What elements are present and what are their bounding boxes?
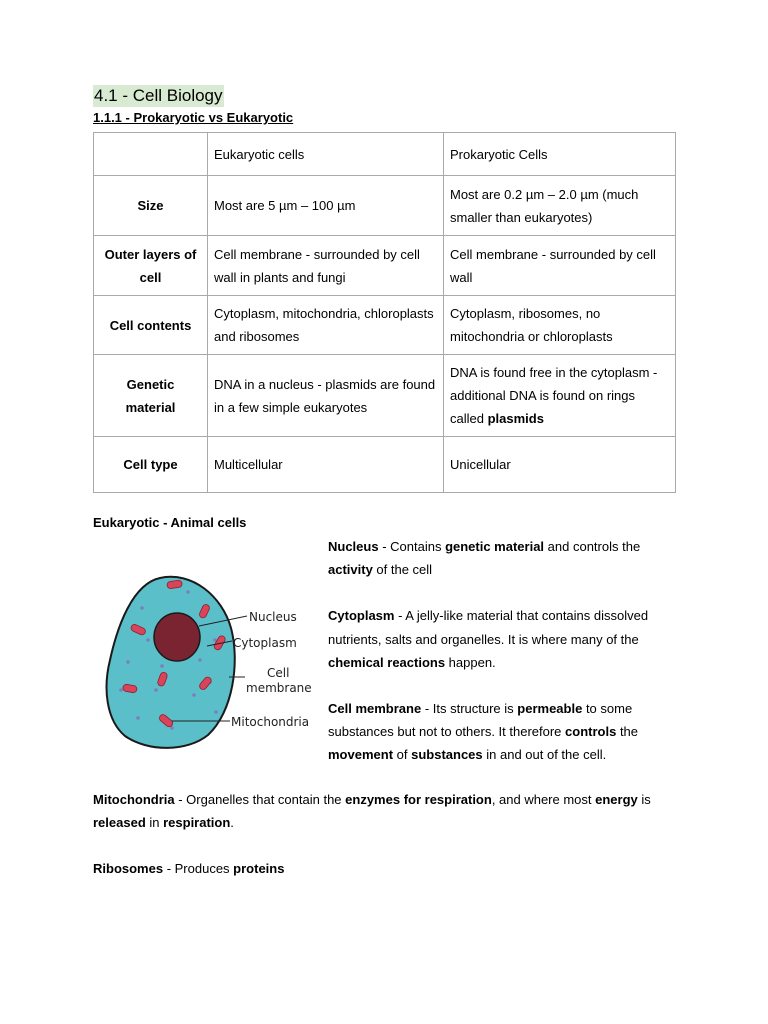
definition-text: the xyxy=(616,724,639,740)
nucleus-label: Nucleus xyxy=(249,610,297,624)
animal-cell-illustration xyxy=(100,570,325,755)
organelle-definitions xyxy=(328,535,678,767)
animal-cells-heading: Eukaryotic - Animal cells xyxy=(93,515,247,530)
mitochondria-label: Mitochondria xyxy=(231,715,310,729)
term-cell-membrane: Cell membrane xyxy=(328,701,422,717)
eukaryotic-cell: DNA in a nucleus - plasmids are found in a few simple eukaryotes xyxy=(208,355,444,437)
eukaryotic-cell: Most are 5 µm – 100 µm xyxy=(208,176,444,236)
column-header-eukaryotic: Eukaryotic cells xyxy=(208,133,444,176)
keyword: energy xyxy=(595,792,638,807)
definition-mitochondria xyxy=(93,788,683,834)
keyword: movement xyxy=(328,747,394,763)
table-row xyxy=(94,296,676,355)
row-label: Genetic material xyxy=(94,355,208,437)
row-label: Outer layers of cell xyxy=(94,236,208,296)
prokaryotic-cell: Most are 0.2 µm – 2.0 µm (much smaller than eukaryotes) xyxy=(444,176,676,236)
eukaryotic-cell: Multicellular xyxy=(208,437,444,493)
row-label: Cell contents xyxy=(94,296,208,355)
cytoplasm-label: Cytoplasm xyxy=(233,636,297,650)
definition-nucleus xyxy=(328,535,678,581)
row-label: Size xyxy=(94,176,208,236)
definition-text: in and out of the cell. xyxy=(482,747,607,763)
comparison-table xyxy=(93,132,676,493)
definition-text: . xyxy=(230,815,234,831)
definition-text: happen. xyxy=(445,654,496,670)
definition-cytoplasm xyxy=(328,604,678,674)
table-row xyxy=(94,437,676,493)
cell-membrane-label-line1: Cell xyxy=(267,666,290,680)
keyword: controls xyxy=(565,724,617,740)
keyword: released xyxy=(93,815,146,831)
term-mitochondria: Mitochondria xyxy=(93,792,175,807)
eukaryotic-cell: Cytoplasm, mitochondria, chloroplasts and ribosomes xyxy=(208,296,444,355)
definition-text: of xyxy=(393,747,412,763)
section-heading: 1.1.1 - Prokaryotic vs Eukaryotic xyxy=(93,110,294,125)
definition-text: - Produces xyxy=(163,861,234,877)
definition-text: - Its structure is xyxy=(421,701,518,717)
definition-text: in xyxy=(145,815,164,831)
definition-text: - A jelly-like material that contains dissolved nutrients, salts and organelles. It is where many of the xyxy=(328,608,649,647)
eukaryotic-cell: Cell membrane - surrounded by cell wall in plants and fungi xyxy=(208,236,444,296)
term-nucleus: Nucleus xyxy=(328,539,379,554)
definition-text: is xyxy=(637,792,651,807)
keyword: respiration xyxy=(163,815,231,831)
keyword: proteins xyxy=(233,861,285,877)
nucleus xyxy=(154,613,200,661)
plasmids-term: plasmids xyxy=(487,411,544,426)
table-row xyxy=(94,236,676,296)
animal-cell-diagram xyxy=(100,570,325,755)
definition-text: and controls the xyxy=(544,539,641,554)
cell-membrane-label-line2: membrane xyxy=(246,681,312,695)
definition-cell-membrane xyxy=(328,697,678,767)
definition-text: - Organelles that contain the xyxy=(174,792,346,807)
keyword: activity xyxy=(328,562,373,578)
table-row xyxy=(94,355,676,437)
definition-text: to some substances but not to others. It therefore xyxy=(328,701,633,740)
table-corner-cell xyxy=(94,133,208,176)
prokaryotic-cell: Cytoplasm, ribosomes, no mitochondria or chloroplasts xyxy=(444,296,676,355)
prokaryotic-cell: Cell membrane - surrounded by cell wall xyxy=(444,236,676,296)
prokaryotic-cell xyxy=(444,355,676,437)
term-ribosomes: Ribosomes xyxy=(93,861,164,877)
definition-ribosomes xyxy=(93,857,683,880)
keyword: substances xyxy=(411,747,483,763)
page-title: 4.1 - Cell Biology xyxy=(94,86,223,105)
term-cytoplasm: Cytoplasm xyxy=(328,608,395,624)
keyword: genetic material xyxy=(445,539,545,554)
column-header-prokaryotic: Prokaryotic Cells xyxy=(444,133,676,176)
table-row xyxy=(94,176,676,236)
row-label: Cell type xyxy=(94,437,208,493)
prokaryotic-cell: Unicellular xyxy=(444,437,676,493)
more-definitions xyxy=(93,788,683,904)
prokaryotic-text: DNA is found free in the cytoplasm - additional DNA is found on rings called xyxy=(450,365,658,426)
keyword: permeable xyxy=(517,701,583,717)
definition-text: - Contains xyxy=(378,539,446,554)
table-header-row xyxy=(94,133,676,176)
definition-text: of the cell xyxy=(372,562,433,578)
keyword: enzymes for respiration xyxy=(345,792,492,807)
keyword: chemical reactions xyxy=(328,654,446,670)
definition-text: , and where most xyxy=(491,792,596,807)
